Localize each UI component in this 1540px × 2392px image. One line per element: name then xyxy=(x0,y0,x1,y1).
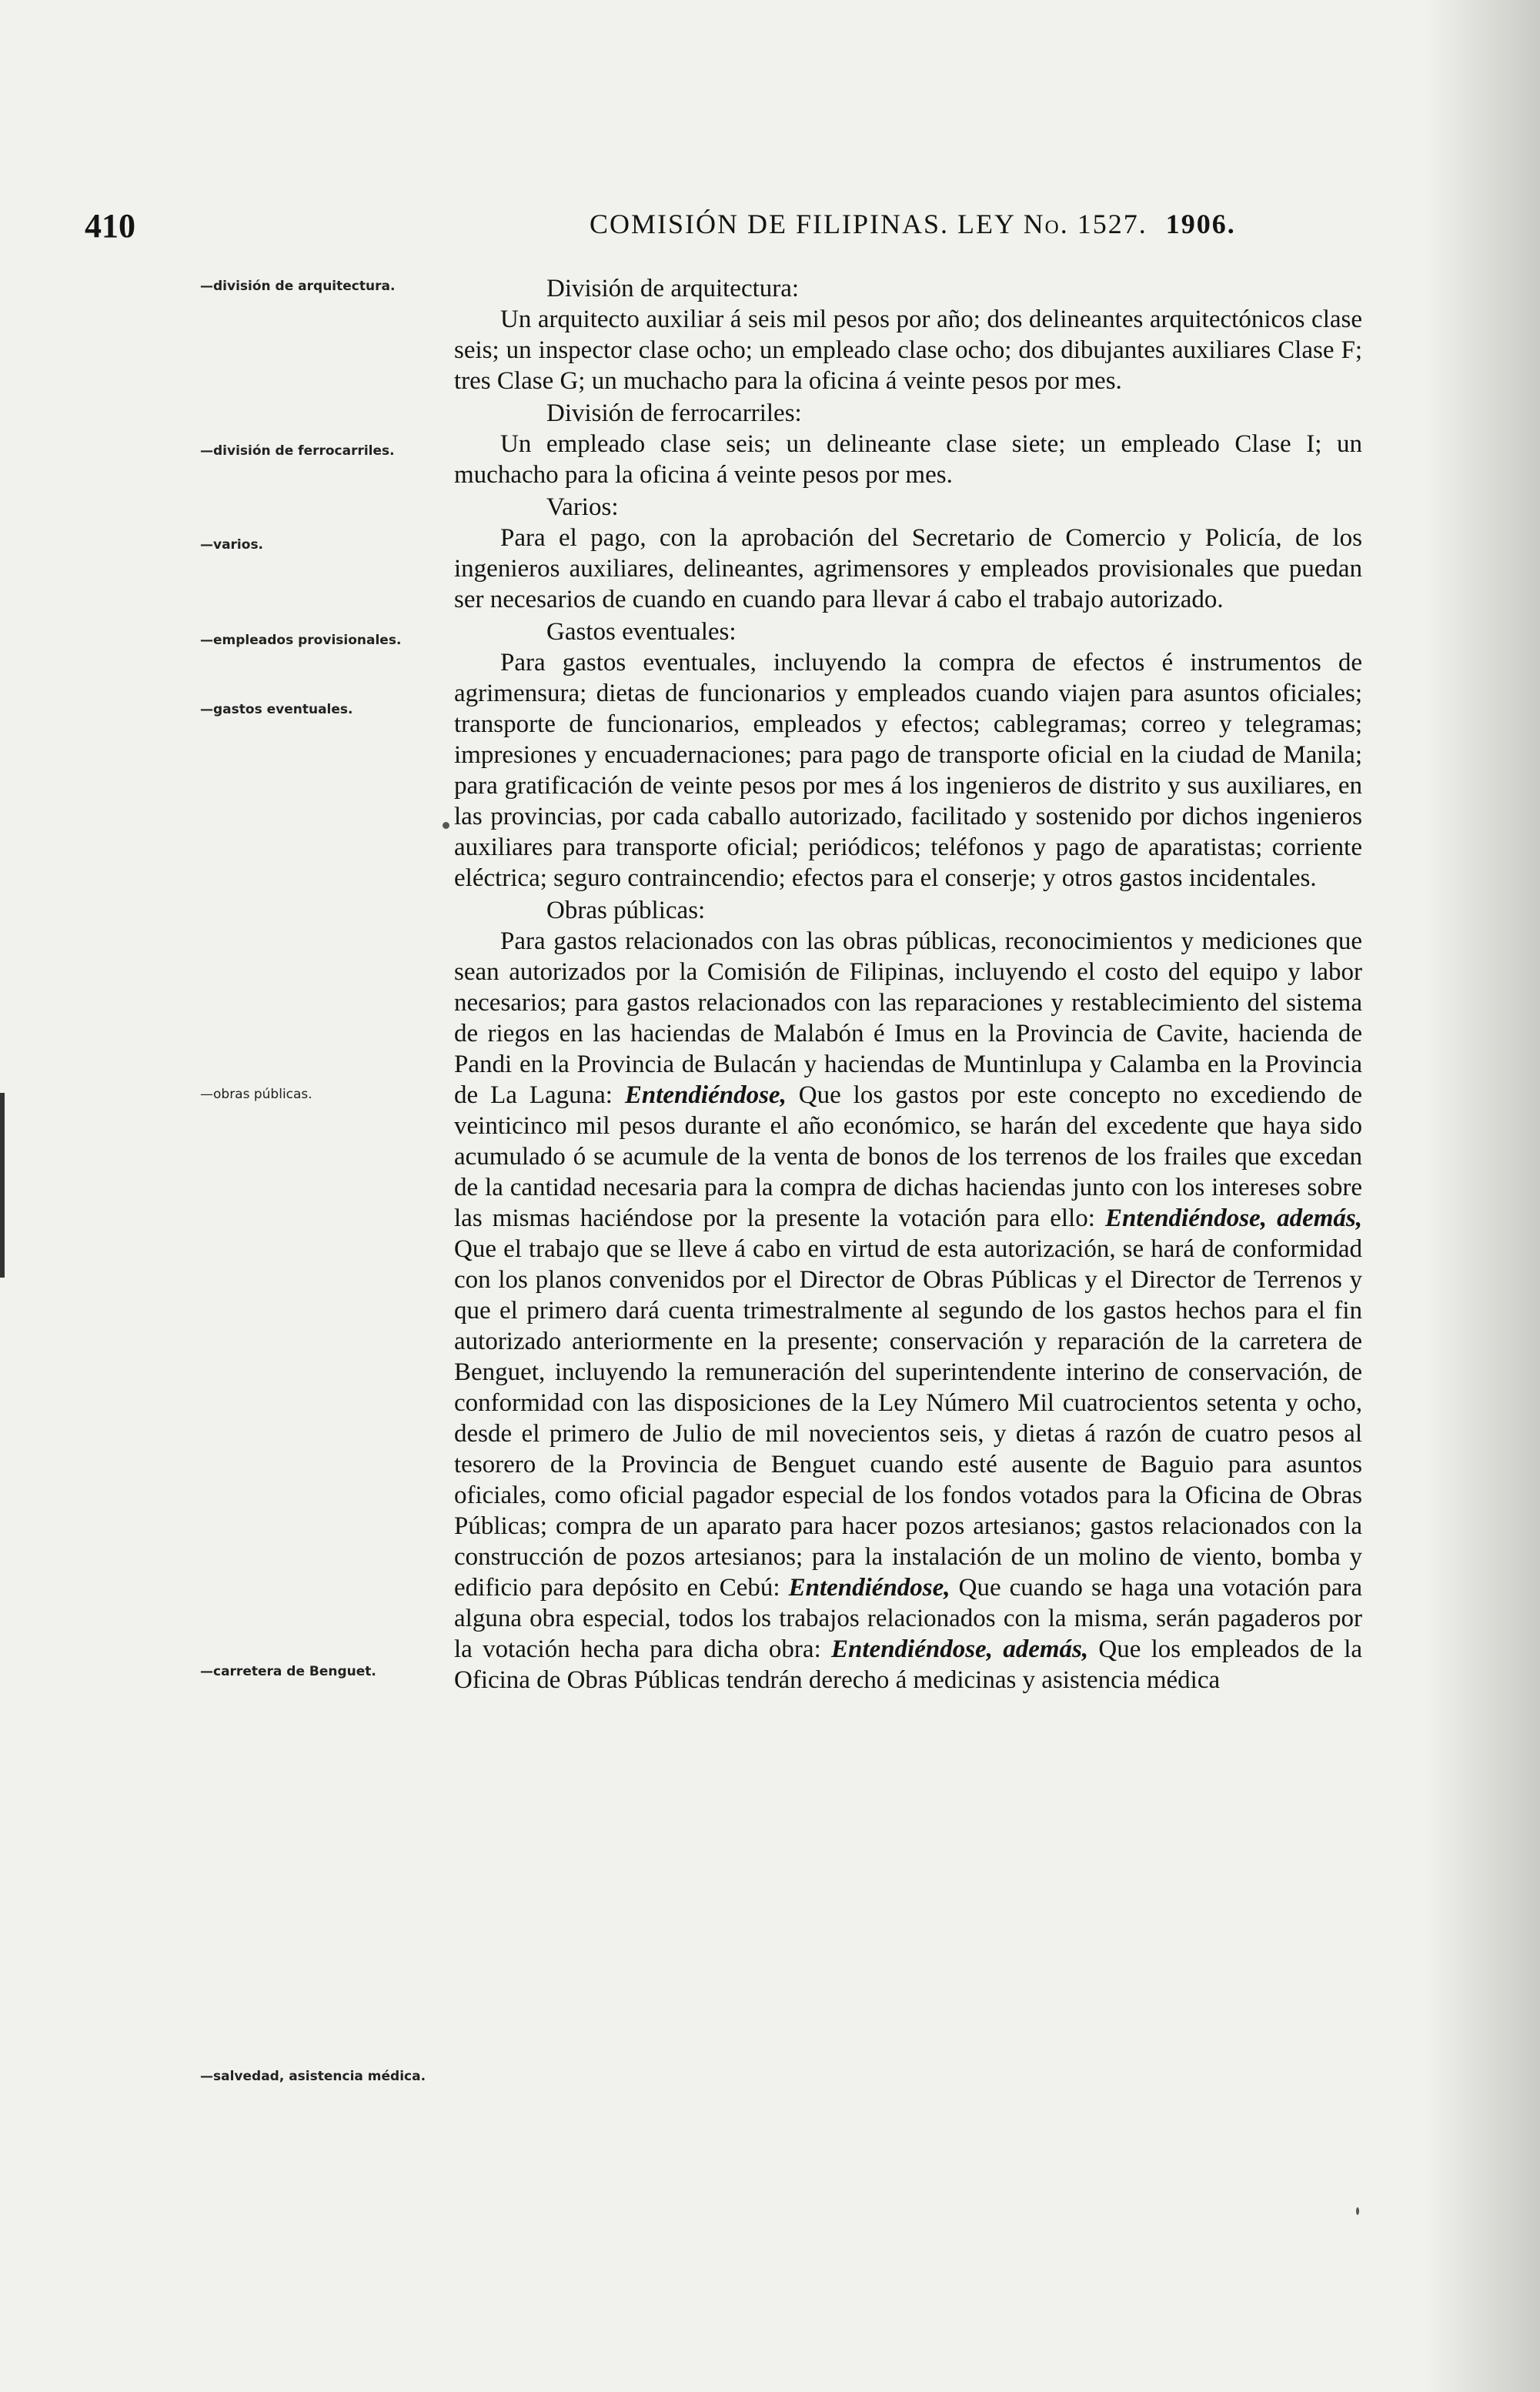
proviso-2: Entendiéndose, además, xyxy=(1105,1204,1362,1232)
section-heading: División de arquitectura: xyxy=(546,275,800,302)
section-obras xyxy=(454,895,1362,1695)
body-text xyxy=(454,273,1362,1695)
margin-note-ferrocarriles: —división de ferrocarriles. xyxy=(200,443,395,459)
obras-text-4: Que cuando se haga una votación para alguna obra especial, todos los trabajos relacionados con la misma, serán pagaderos por la votación hecha para dicha obra: xyxy=(454,1574,1362,1663)
margin-note-obras: —obras públicas. xyxy=(200,1087,312,1102)
obras-text-2: Que los gastos por este concepto no excediendo de veinticinco mil pesos durante el año económico, se harán del excedente que haya sido acumulado ó se acumule de la venta de bonos de los terrenos de los frailes que excedan de la cantidad necesaria para la compra de dichas haciendas junto con los intereses sobre las mismas haciéndose por la presente la votación para ello: xyxy=(454,1081,1363,1232)
section-text xyxy=(454,926,1362,1695)
section-text: Un empleado clase seis; un delineante clase siete; un empleado Clase I; un muchacho para la oficina á veinte pesos por mes. xyxy=(454,430,1362,489)
section-ferrocarriles xyxy=(454,398,1362,490)
margin-note-empleados: —empleados provisionales. xyxy=(200,633,402,648)
section-heading: Gastos eventuales: xyxy=(546,618,737,646)
obras-text-3: Que el trabajo que se lleve á cabo en virtud de esta autorización, se hará de conformidad con los planos convenidos por el Director de Obras Públicas y el Director de Terrenos y que el primero dará cuenta trimestralmente al segundo de los gastos hechos para el fin autorizado anteriormente en la presente; conservación y reparación de la carretera de Benguet, incluyendo la remuneración del superintendente interino de conservación, de conformidad con las disposiciones de la Ley Número Mil cuatrocientos setenta y ocho, desde el primero de Julio de mil novecientos seis, y dietas á razón de cuatro pesos al tesorero de la Provincia de Benguet cuando esté ausente de Baguio para asuntos oficiales, como oficial pagador especial de los fondos votados para la Oficina de Obras Públicas; compra de un aparato para hacer pozos artesianos; gastos relacionados con la construcción de pozos artesianos; para la instalación de un molino de viento, bomba y edificio para depósito en Cebú: xyxy=(454,1235,1362,1602)
section-heading: Varios: xyxy=(546,493,619,521)
running-head-year: 1906. xyxy=(1165,209,1236,239)
page-header xyxy=(85,206,1370,252)
section-text: Un arquitecto auxiliar á seis mil pesos por año; dos delineantes arquitectónicos clase seis; un inspector clase ocho; un empleado clase ocho; dos dibujantes auxiliares Clase F; tres Clase G; un muchacho para la oficina á veinte pesos por mes. xyxy=(454,306,1362,395)
page-number: 410 xyxy=(85,207,135,245)
section-text: Para el pago, con la aprobación del Secretario de Comercio y Policía, de los ingenieros auxiliares, delineantes, agrimensores y empleados provisionales que puedan ser necesarios de cuando en cuando para llevar á cabo el trabajo autorizado. xyxy=(454,524,1362,613)
scan-speck xyxy=(1356,2207,1359,2215)
section-varios xyxy=(454,492,1362,615)
margin-note-eventuales: —gastos eventuales. xyxy=(200,702,353,717)
running-head xyxy=(590,208,1236,240)
proviso-3: Entendiéndose, xyxy=(788,1574,950,1602)
margin-note-benguet: —carretera de Benguet. xyxy=(200,1664,376,1679)
running-head-title: COMISIÓN DE FILIPINAS. LEY No. 1527. xyxy=(590,209,1147,239)
scan-edge-shadow xyxy=(1425,0,1540,2392)
section-text: Para gastos eventuales, incluyendo la compra de efectos é instrumentos de agrimensura; dietas de funcionarios y empleados cuando viajen para asuntos oficiales; transporte de funcionarios, empleados y efectos; cablegramas; correo y telegramas; impresiones y encuadernaciones; para pago de transporte oficial en la ciudad de Manila; para gratificación de veinte pesos por mes á los ingenieros de distrito y sus auxiliares, en las provincias, por cada caballo autorizado, facilitado y sostenido por dichos ingenieros auxiliares para transporte oficial; periódicos; teléfonos y pago de aparatistas; corriente eléctrica; seguro contraincendio; efectos para el conserje; y otros gastos incidentales. xyxy=(454,649,1362,892)
margin-note-varios: —varios. xyxy=(200,537,264,553)
scan-edge-mark xyxy=(0,1093,5,1278)
section-heading: Obras públicas: xyxy=(546,897,706,924)
scan-speck xyxy=(443,822,449,829)
obras-text-5: Que los empleados de la Oficina de Obras Públicas tendrán derecho á medicinas y asistencia médica xyxy=(454,1635,1363,1694)
section-eventuales xyxy=(454,616,1362,894)
obras-text-1: Para gastos relacionados con las obras públicas, reconocimientos y mediciones que sean autorizados por la Comisión de Filipinas, incluyendo el costo del equipo y labor necesarios; para gastos relacionados con las reparaciones y restablecimiento del sistema de riegos en las haciendas de Malabón é Imus en la Provincia de Cavite, hacienda de Pandi en la Provincia de Bulacán y haciendas de Muntinlupa y Calamba en la Provincia de La Laguna: xyxy=(454,927,1362,1109)
margin-note-arquitectura: —división de arquitectura. xyxy=(200,279,396,294)
section-arquitectura xyxy=(454,273,1362,396)
section-heading: División de ferrocarriles: xyxy=(546,399,802,427)
margin-note-salvedad: —salvedad, asistencia médica. xyxy=(200,2069,426,2084)
proviso-1: Entendiéndose, xyxy=(624,1081,787,1109)
proviso-4: Entendiéndose, además, xyxy=(831,1635,1089,1663)
